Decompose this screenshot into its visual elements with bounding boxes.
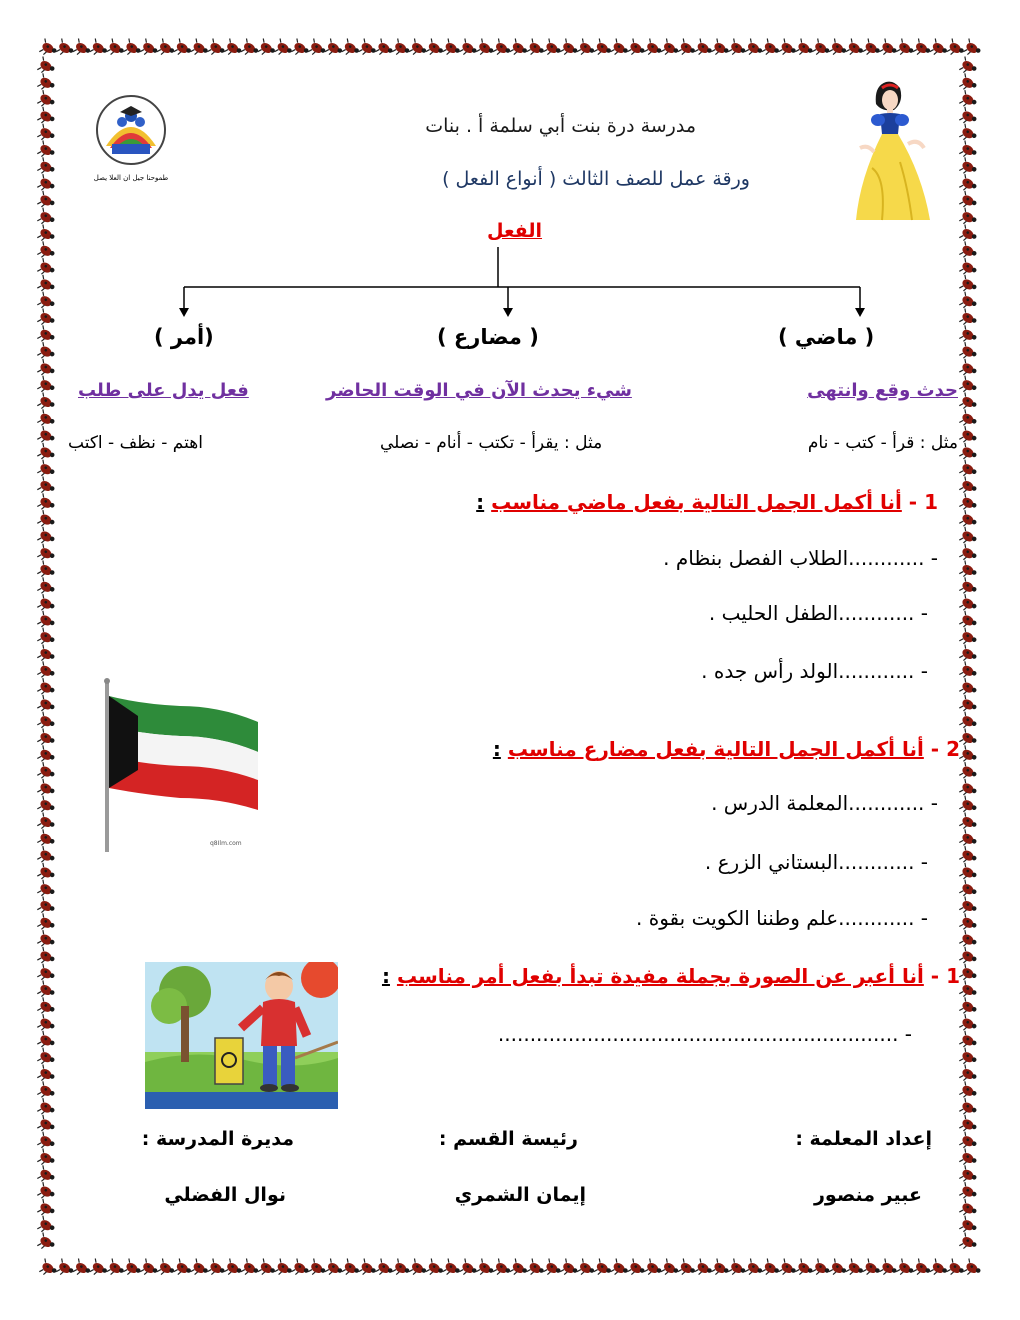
ladybug-icon [957, 628, 979, 649]
ladybug-icon [957, 947, 979, 968]
ladybug-icon [957, 997, 979, 1018]
ladybug-icon [205, 1258, 227, 1279]
present-examples: مثل : يقرأ - تكتب - أنام - نصلي [380, 433, 603, 453]
ladybug-icon [957, 1031, 979, 1052]
ladybug-icon [957, 1081, 979, 1102]
signature-teacher-role: إعداد المعلمة : [795, 1128, 932, 1150]
ladybug-icon [957, 1098, 979, 1119]
ladybug-icon [35, 644, 57, 665]
ladybug-icon [35, 527, 57, 548]
ladybug-icon [35, 745, 57, 766]
signature-teacher-name: عبير منصور [813, 1184, 922, 1206]
ladybug-icon [35, 1199, 57, 1220]
ladybug-icon [957, 1048, 979, 1069]
ladybug-icon [957, 678, 979, 699]
ladybug-icon [35, 476, 57, 497]
ladybug-icon [35, 678, 57, 699]
ladybug-icon [957, 544, 979, 565]
ladybug-icon [35, 392, 57, 413]
ladybug-icon [675, 1258, 697, 1279]
ladybug-icon [35, 880, 57, 901]
ladybug-icon [957, 460, 979, 481]
ladybug-icon [440, 1258, 462, 1279]
ladybug-icon [322, 1258, 344, 1279]
ladybug-icon [35, 1132, 57, 1153]
ladybug-icon [35, 980, 57, 1001]
ladybug-icon [957, 913, 979, 934]
section2-number: 2 [946, 737, 960, 761]
ladybug-icon [35, 812, 57, 833]
ladybug-icon [957, 779, 979, 800]
imperative-label: (أمر ) [154, 325, 214, 349]
section2-item-1[interactable]: - ............المعلمة الدرس . [711, 791, 938, 815]
section1-item-1[interactable]: - ............الطلاب الفصل بنظام . [663, 546, 938, 570]
ladybug-icon [35, 443, 57, 464]
section3-number: 1 [946, 964, 960, 988]
ladybug-icon [35, 460, 57, 481]
ladybug-icon [957, 762, 979, 783]
ladybug-icon [957, 980, 979, 1001]
signature-head-role: رئيسة القسم : [438, 1128, 578, 1150]
ladybug-icon [138, 1258, 160, 1279]
ladybug-icon [35, 1232, 57, 1253]
ladybug-icon [957, 1165, 979, 1186]
section1-dash: - [908, 490, 918, 514]
ladybug-icon [957, 359, 979, 380]
section3-heading [382, 964, 960, 988]
ladybug-icon [957, 1182, 979, 1203]
signature-principal-role: مديرة المدرسة : [141, 1128, 294, 1150]
ladybug-icon [957, 1064, 979, 1085]
ladybug-icon [957, 443, 979, 464]
ladybug-icon [306, 1258, 328, 1279]
worksheet-title: ورقة عمل للصف الثالث ( أنواع الفعل ) [442, 168, 750, 190]
ladybug-icon [625, 1258, 647, 1279]
ladybug-icon [37, 1258, 59, 1279]
ladybug-icon [474, 1258, 496, 1279]
ladybug-icon [957, 829, 979, 850]
boy-trash-icon [145, 962, 338, 1109]
ladybug-icon [35, 628, 57, 649]
section1-item-2[interactable]: - ............الطفل الحليب . [708, 601, 928, 625]
section3-dash: - [930, 964, 940, 988]
section1-title: أنا أكمل الجمل التالية بفعل ماضي مناسب [491, 490, 902, 514]
ladybug-icon [406, 1258, 428, 1279]
signature-head-name: إيمان الشمري [454, 1184, 586, 1206]
ladybug-icon [35, 1216, 57, 1237]
ladybug-icon [957, 695, 979, 716]
ladybug-icon [507, 1258, 529, 1279]
ladybug-icon [35, 1031, 57, 1052]
ladybug-icon [35, 947, 57, 968]
ladybug-icon [860, 1258, 882, 1279]
ladybug-icon [957, 560, 979, 581]
section3-colon: : [381, 964, 390, 988]
ladybug-icon [35, 1148, 57, 1169]
ladybug-icon [759, 1258, 781, 1279]
ladybug-icon [524, 1258, 546, 1279]
past-label: ( ماضي ) [778, 325, 875, 349]
ladybug-icon [957, 880, 979, 901]
ladybug-icon [35, 426, 57, 447]
logo-caption: طموحنا جيل ان العلا يصل [93, 174, 169, 182]
ladybug-icon [957, 930, 979, 951]
ladybug-icon [35, 712, 57, 733]
ladybug-icon [957, 964, 979, 985]
ladybug-icon [957, 376, 979, 397]
kuwait-flag-image [100, 676, 265, 854]
ladybug-icon [957, 1115, 979, 1136]
ladybug-icon [35, 1064, 57, 1085]
section2-item-3[interactable]: - ............علم وطننا الكويت بقوة . [636, 906, 928, 930]
ladybug-icon [957, 392, 979, 413]
ladybug-icon [957, 1014, 979, 1035]
ladybug-icon [957, 342, 979, 363]
section1-heading [476, 490, 938, 514]
past-examples: مثل : قرأ - كتب - نام [807, 433, 958, 453]
ladybug-icon [793, 1258, 815, 1279]
kuwait-flag-icon [100, 676, 265, 854]
ladybug-icon [35, 510, 57, 531]
ladybug-icon [591, 1258, 613, 1279]
section2-colon: : [492, 737, 501, 761]
ladybug-icon [957, 728, 979, 749]
ladybug-icon [692, 1258, 714, 1279]
ladybug-icon [35, 762, 57, 783]
ladybug-icon [894, 1258, 916, 1279]
ladybug-icon [35, 796, 57, 817]
ladybug-icon [104, 1258, 126, 1279]
ladybug-icon [289, 1258, 311, 1279]
ladybug-icon [35, 544, 57, 565]
ladybug-icon [957, 527, 979, 548]
ladybug-icon [957, 1216, 979, 1237]
ladybug-icon [910, 1258, 932, 1279]
ladybug-icon [877, 1258, 899, 1279]
ladybug-icon [957, 611, 979, 632]
ladybug-icon [35, 1182, 57, 1203]
ladybug-icon [35, 1165, 57, 1186]
ladybug-icon [457, 1258, 479, 1279]
ladybug-icon [35, 577, 57, 598]
ladybug-icon [927, 1258, 949, 1279]
ladybug-icon [339, 1258, 361, 1279]
ladybug-icon [222, 1258, 244, 1279]
ladybug-icon [35, 779, 57, 800]
ladybug-icon [726, 1258, 748, 1279]
ladybug-icon [35, 695, 57, 716]
ladybug-icon [35, 1048, 57, 1069]
ladybug-icon [35, 1081, 57, 1102]
ladybug-icon [742, 1258, 764, 1279]
ladybug-icon [35, 829, 57, 850]
section3-answer-line[interactable]: - ............................................................... [497, 1022, 912, 1046]
ladybug-icon [35, 913, 57, 934]
ladybug-icon [608, 1258, 630, 1279]
ladybug-icon [658, 1258, 680, 1279]
ladybug-icon [957, 1148, 979, 1169]
ladybug-icon [35, 560, 57, 581]
ladybug-icon [957, 1132, 979, 1153]
tree-connectors [0, 0, 1020, 330]
ladybug-icon [490, 1258, 512, 1279]
ladybug-icon [35, 997, 57, 1018]
present-label: ( مضارع ) [437, 325, 539, 349]
ladybug-icon [390, 1258, 412, 1279]
ladybug-icon [35, 1014, 57, 1035]
signature-principal-name: نوال الفضلي [164, 1184, 286, 1206]
ladybug-icon [255, 1258, 277, 1279]
ladybug-icon [957, 745, 979, 766]
ladybug-icon [171, 1258, 193, 1279]
ladybug-icon [957, 493, 979, 514]
ladybug-icon [826, 1258, 848, 1279]
ladybug-icon [957, 426, 979, 447]
ladybug-icon [154, 1258, 176, 1279]
ladybug-icon [776, 1258, 798, 1279]
tree-root-label: الفعل [487, 220, 543, 242]
ladybug-icon [188, 1258, 210, 1279]
imperative-definition: فعل يدل على طلب [78, 380, 249, 401]
ladybug-icon [957, 1232, 979, 1253]
ladybug-icon [810, 1258, 832, 1279]
ladybug-icon [35, 728, 57, 749]
ladybug-icon [709, 1258, 731, 1279]
ladybug-icon [356, 1258, 378, 1279]
ladybug-icon [957, 796, 979, 817]
ladybug-icon [35, 896, 57, 917]
ladybug-icon [957, 896, 979, 917]
ladybug-icon [35, 930, 57, 951]
ladybug-icon [35, 863, 57, 884]
ladybug-icon [957, 510, 979, 531]
ladybug-icon [843, 1258, 865, 1279]
section3-title: أنا أعبر عن الصورة بجملة مفيدة تبدأ بفعل أمر مناسب [396, 964, 924, 988]
ladybug-icon [944, 1258, 966, 1279]
ladybug-icon [35, 594, 57, 615]
imperative-examples: اهتم - نظف - اكتب [68, 433, 203, 453]
ladybug-icon [272, 1258, 294, 1279]
ladybug-icon [574, 1258, 596, 1279]
ladybug-icon [121, 1258, 143, 1279]
section2-heading [493, 737, 960, 761]
ladybug-icon [35, 1115, 57, 1136]
ladybug-icon [35, 661, 57, 682]
ladybug-icon [35, 342, 57, 363]
ladybug-icon [957, 594, 979, 615]
ladybug-icon [35, 1098, 57, 1119]
ladybug-icon [35, 964, 57, 985]
ladybug-icon [238, 1258, 260, 1279]
past-definition: حدث وقع وانتهى [807, 380, 958, 401]
ladybug-icon [70, 1258, 92, 1279]
ladybug-icon [957, 476, 979, 497]
section2-dash: - [930, 737, 940, 761]
ladybug-icon [54, 1258, 76, 1279]
ladybug-icon [541, 1258, 563, 1279]
ladybug-icon [957, 409, 979, 430]
ladybug-icon [373, 1258, 395, 1279]
school-name: مدرسة درة بنت أبي سلمة أ . بنات [425, 115, 696, 137]
ladybug-icon [87, 1258, 109, 1279]
section2-item-2[interactable]: - ............البستاني الزرع . [704, 850, 928, 874]
ladybug-icon [35, 376, 57, 397]
ladybug-icon [957, 644, 979, 665]
ladybug-icon [957, 1199, 979, 1220]
ladybug-icon [35, 493, 57, 514]
ladybug-icon [957, 712, 979, 733]
ladybug-icon [957, 577, 979, 598]
ladybug-icon [35, 846, 57, 867]
section1-item-3[interactable]: - ............الولد رأس جده . [701, 659, 928, 683]
section1-number: 1 [924, 490, 938, 514]
present-definition: شيء يحدث الآن في الوقت الحاضر [326, 380, 632, 401]
ladybug-icon [957, 863, 979, 884]
ladybug-icon [558, 1258, 580, 1279]
ladybug-icon [957, 661, 979, 682]
section2-title: أنا أكمل الجمل التالية بفعل مضارع مناسب [507, 737, 924, 761]
ladybug-icon [423, 1258, 445, 1279]
flag-caption: q8Ilm.com [210, 840, 242, 847]
ladybug-icon [35, 611, 57, 632]
boy-cleaning-illustration [145, 962, 338, 1109]
ladybug-icon [642, 1258, 664, 1279]
ladybug-icon [961, 1258, 983, 1279]
ladybug-icon [957, 812, 979, 833]
ladybug-icon [35, 409, 57, 430]
ladybug-icon [957, 846, 979, 867]
ladybug-icon [35, 359, 57, 380]
section1-colon: : [476, 490, 485, 514]
